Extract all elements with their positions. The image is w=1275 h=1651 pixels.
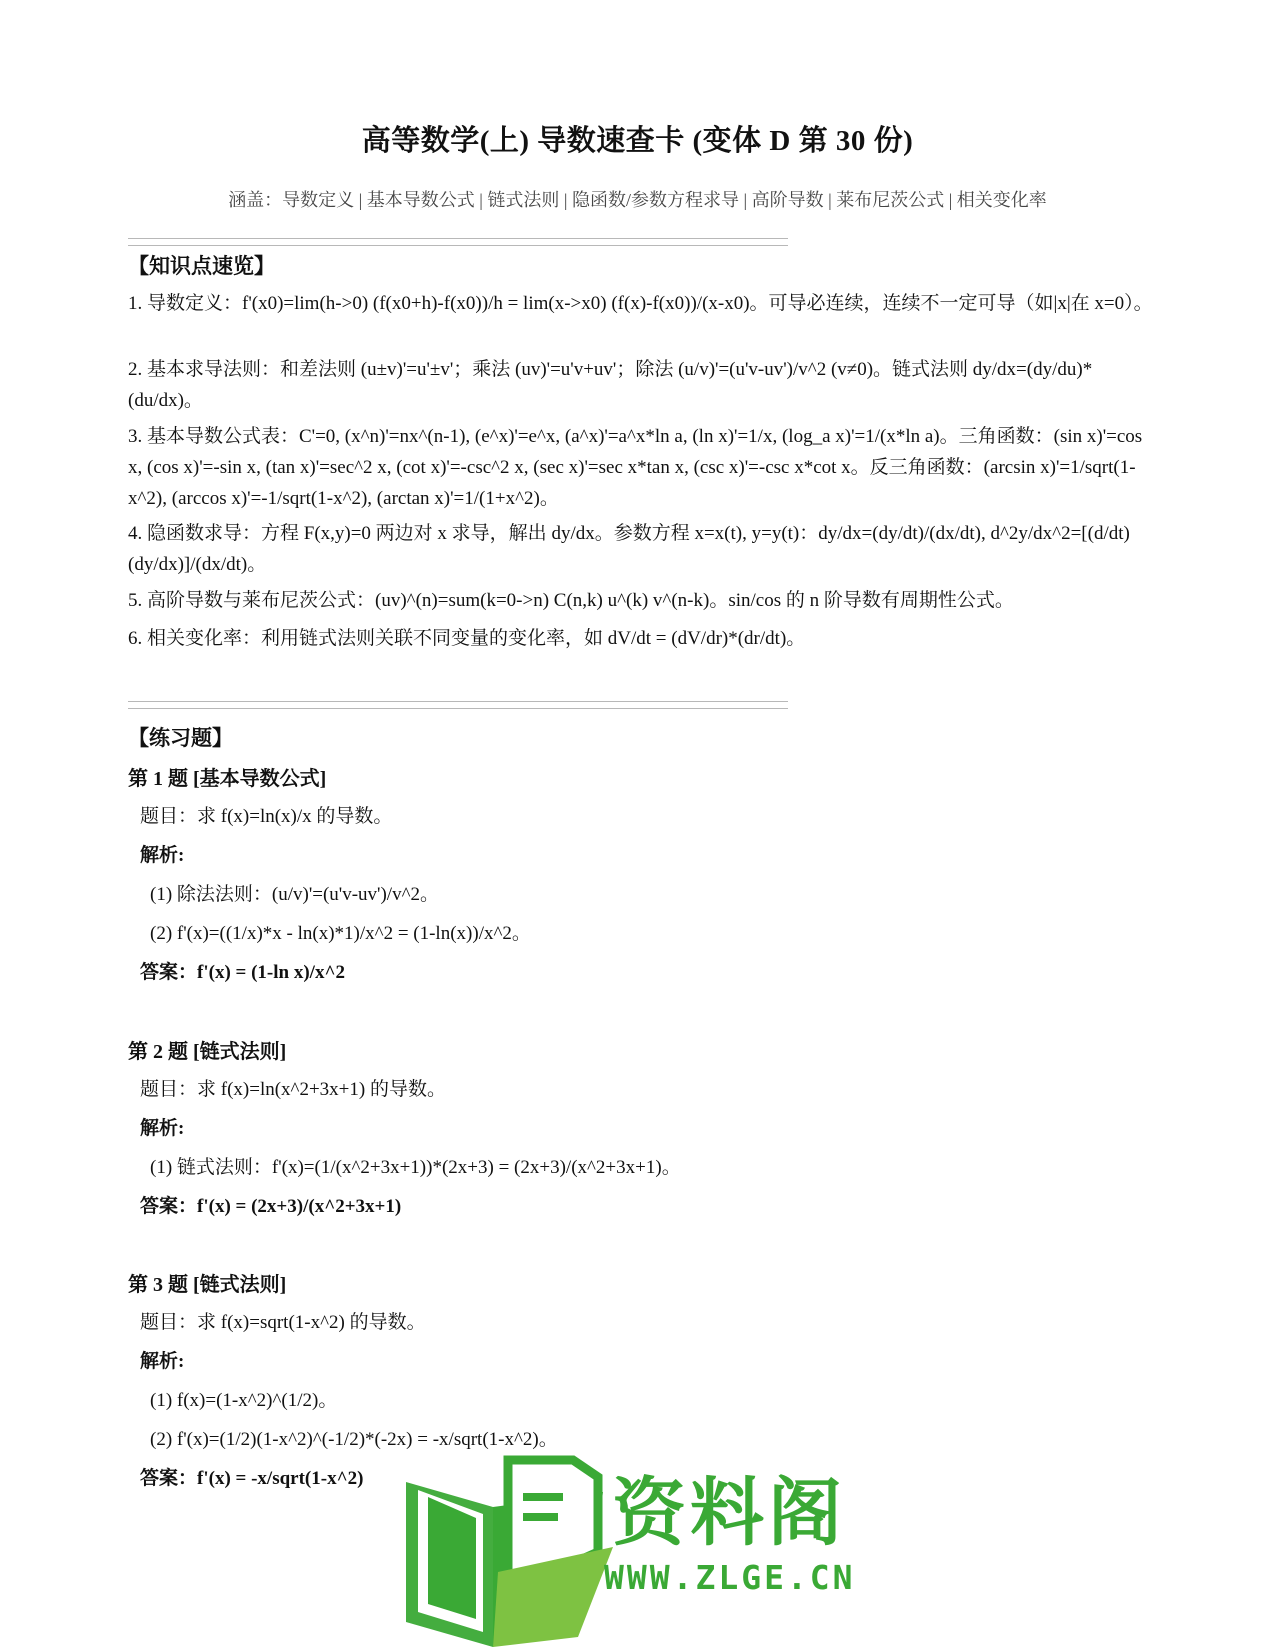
watermark-url: WWW.ZLGE.CN	[604, 1558, 856, 1597]
knowledge-heading: 【知识点速览】	[128, 254, 275, 278]
question-2-title: 第 2 题 [链式法则]	[128, 1041, 287, 1063]
knowledge-item-6: 6. 相关变化率：利用链式法则关联不同变量的变化率，如 dV/dt = (dV/dr)*(dr/dt)。	[128, 628, 806, 649]
question-1-analysis-label: 解析:	[140, 845, 185, 866]
question-1-step-1: (1) 除法法则：(u/v)'=(u'v-uv')/v^2。	[150, 884, 439, 905]
knowledge-item-5: 5. 高阶导数与莱布尼茨公式：(uv)^(n)=sum(k=0->n) C(n,k) u^(k) v^(n-k)。sin/cos 的 n 阶导数有周期性公式。	[128, 590, 1014, 611]
page-title: 高等数学(上) 导数速查卡 (变体 D 第 30 份)	[361, 125, 914, 157]
question-1-step-2: (2) f'(x)=((1/x)*x - ln(x)*1)/x^2 = (1-ln(x))/x^2。	[150, 923, 531, 944]
question-2-step-1: (1) 链式法则：f'(x)=(1/(x^2+3x+1))*(2x+3) = (2x+3)/(x^2+3x+1)。	[150, 1157, 681, 1178]
separator-line	[128, 701, 788, 709]
question-3-step-2: (2) f'(x)=(1/2)(1-x^2)^(-1/2)*(-2x) = -x/sqrt(1-x^2)。	[150, 1429, 558, 1450]
answer-value: f'(x) = (2x+3)/(x^2+3x+1)	[197, 1196, 402, 1217]
question-1-title: 第 1 题 [基本导数公式]	[128, 768, 327, 790]
knowledge-item-1: 1. 导数定义：f'(x0)=lim(h->0) (f(x0+h)-f(x0))/h = lim(x->x0) (f(x)-f(x0))/(x-x0)。可导必连续，连续不一定可导（如|x|在 x=0）。	[128, 293, 1153, 314]
question-3-title: 第 3 题 [链式法则]	[128, 1274, 287, 1296]
question-2-analysis-label: 解析:	[140, 1118, 185, 1139]
page-subtitle: 涵盖：导数定义 | 基本导数公式 | 链式法则 | 隐函数/参数方程求导 | 高阶导数 | 莱布尼茨公式 | 相关变化率	[228, 190, 1047, 210]
question-2-answer	[140, 1191, 401, 1218]
answer-value: f'(x) = (1-ln x)/x^2	[197, 962, 345, 983]
answer-label: 答案：	[140, 962, 198, 983]
question-1-prompt: 题目：求 f(x)=ln(x)/x 的导数。	[140, 806, 393, 827]
knowledge-item-2: 2. 基本求导法则：和差法则 (u±v)'=u'±v'；乘法 (uv)'=u'v+uv'；除法 (u/v)'=(u'v-uv')/v^2 (v≠0)。链式法则 dy/dx=(dy/du)*(du/dx)。	[128, 359, 1093, 411]
practice-heading: 【练习题】	[128, 726, 233, 750]
question-1-answer	[140, 957, 345, 984]
question-3-step-1: (1) f(x)=(1-x^2)^(1/2)。	[150, 1390, 338, 1411]
answer-label: 答案：	[140, 1468, 198, 1489]
knowledge-item-4: 4. 隐函数求导：方程 F(x,y)=0 两边对 x 求导，解出 dy/dx。参数方程 x=x(t), y=y(t)：dy/dx=(dy/dt)/(dx/dt), d^2y/dx^2=[(d/dt)(dy/dx)]/(dx/dt)。	[128, 523, 1130, 575]
question-3-prompt: 题目：求 f(x)=sqrt(1-x^2) 的导数。	[140, 1312, 426, 1333]
separator-line	[128, 238, 788, 246]
knowledge-item-3: 3. 基本导数公式表：C'=0, (x^n)'=nx^(n-1), (e^x)'=e^x, (a^x)'=a^x*ln a, (ln x)'=1/x, (log_a x)'=1/(x*ln a)。三角函数：(sin x)'=cos x, (cos x)'=-sin x, (tan x)'=sec^2 x, (cot x)'=-csc^2 x, (sec x)'=sec x*tan x, (csc x)'=-csc x*cot x。反三角函数：(arcsin x)'=1/sqrt(1-x^2), (arccos x)'=-1/sqrt(1-x^2), (arctan x)'=1/(1+x^2)。	[128, 426, 1143, 509]
question-3-analysis-label: 解析:	[140, 1351, 185, 1372]
watermark-name: 资料阁	[612, 1470, 846, 1556]
question-3-answer	[140, 1463, 363, 1490]
answer-label: 答案：	[140, 1196, 198, 1217]
answer-value: f'(x) = -x/sqrt(1-x^2)	[197, 1468, 364, 1489]
question-2-prompt: 题目：求 f(x)=ln(x^2+3x+1) 的导数。	[140, 1079, 446, 1100]
